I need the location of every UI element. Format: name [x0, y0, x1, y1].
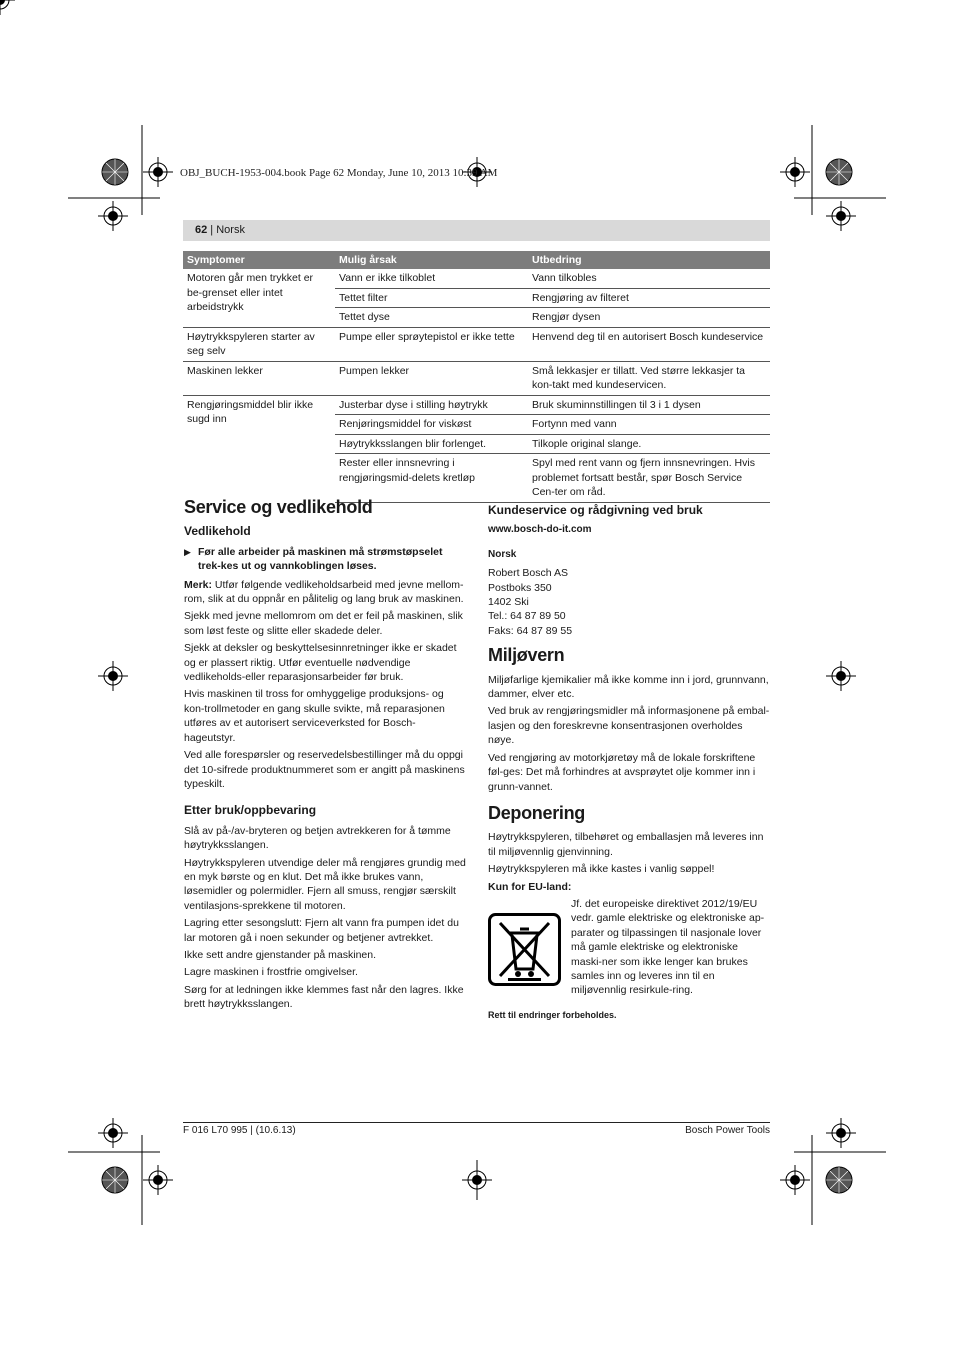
website-link[interactable]: www.bosch-do-it.com: [488, 524, 592, 536]
remedy-cell: Tilkople original slange.: [528, 434, 770, 454]
paragraph: Slå av på-/av-bryteren og betjen avtrekkeren for å tømme høytrykksslangen.: [184, 824, 451, 852]
reservation-note: Rett til endringer forbeholdes.: [488, 1009, 617, 1020]
environment-title: Miljøvern: [488, 645, 565, 666]
country-label: Norsk: [488, 548, 517, 560]
paragraph: Miljøfarlige kjemikalier må ikke komme inn i jord, grunnvann, dammer, elver etc.: [488, 673, 769, 701]
paragraph: Ved rengjøring av motorkjøretøy må de lokale forskriftene føl-ges: Det må forhindres at avsprøytet olje kommer inn i grunn-vannet.: [488, 751, 756, 793]
remedy-cell: Små lekkasjer er tillatt. Ved større lekkasjer ta kon-takt med kundeservicen.: [528, 361, 770, 395]
address-line: Postboks 350: [488, 581, 552, 594]
cause-cell: Høytrykksslangen blir forlenget.: [335, 434, 528, 454]
cause-cell: Justerbar dyse i stilling høytrykk: [335, 395, 528, 415]
disposal-title: Deponering: [488, 802, 586, 823]
storage-heading: Etter bruk/oppbevaring: [184, 803, 317, 818]
symptom-cell: Rengjøringsmiddel blir ikke sugd inn: [183, 395, 335, 502]
arrow-icon: ▶: [184, 546, 191, 557]
remedy-cell: Fortynn med vann: [528, 415, 770, 435]
paragraph: Sørg for at ledningen ikke klemmes fast når den lagres. Ikke brett høytrykksslangen.: [184, 983, 464, 1011]
table-header-row: [183, 251, 770, 269]
remedy-cell: Spyl med rent vann og fjern innsnevringen. Hvis problemet fortsatt består, spør Bosch Service Cen-ter om råd.: [528, 454, 770, 503]
cause-cell: Vann er ikke tilkoblet: [339, 272, 436, 284]
paragraph: Ved bruk av rengjøringsmidler må informasjonene på embal-lasjen og den foreskrevne konsentrasjonen overholdes nøye.: [488, 705, 770, 747]
weee-block: [488, 897, 770, 998]
table-row: [183, 327, 770, 361]
address-line: 1402 Ski: [488, 596, 529, 609]
table-row: [183, 269, 770, 288]
page-separator: |: [207, 224, 217, 236]
column-header-cause: Mulig årsak: [335, 251, 528, 269]
address-block: [488, 566, 770, 638]
table-row: [183, 361, 770, 395]
footer-doc-number: F 016 L70 995 | (10.6.13): [183, 1125, 296, 1136]
left-column: [184, 497, 466, 1015]
page-number: 62: [195, 224, 208, 236]
table-row: [183, 395, 770, 415]
paragraph: Ikke sett andre gjenstander på maskinen.: [184, 948, 377, 961]
service-title: Service og vedlikehold: [184, 497, 373, 517]
cause-cell: Rester eller innsnevring i rengjøringsmid-delets kretløp: [335, 454, 528, 503]
column-header-remedy: Utbedring: [528, 251, 770, 269]
page-language: Norsk: [216, 224, 245, 236]
cause-cell: Tettet filter: [335, 288, 528, 308]
footer-brand: Bosch Power Tools: [685, 1125, 770, 1136]
symptom-cell: Høytrykkspyleren starter av seg selv: [183, 327, 335, 361]
cause-cell: Renjøringsmiddel for viskøst: [335, 415, 528, 435]
cause-cell: Tettet dyse: [335, 308, 528, 328]
paragraph: Høytrykkspyleren utvendige deler må rengjøres grundig med en myk børste og en klut. Det må ikke brukes vann, løsemidler og polermidler. Fjern all smuss, rengjør særskilt ventilasjons-sprekkene til motoren.: [184, 856, 466, 912]
print-header: OBJ_BUCH-1953-004.book Page 62 Monday, June 10, 2013 10:39 AM: [180, 167, 498, 179]
note-text: Utfør følgende vedlikeholdsarbeid med jevne mellom-rom, slik at du oppnår en pålitelig og lang bruk av maskinen.: [184, 578, 464, 606]
maintenance-heading: Vedlikehold: [184, 524, 251, 539]
crossed-bin-icon: [488, 913, 561, 986]
symptom-cell: Motoren går men trykket er be-grenset eller intet arbeidstrykk: [187, 272, 314, 313]
symptom-cell: Maskinen lekker: [183, 361, 335, 395]
cause-cell: Pumpe eller sprøytepistol er ikke tette: [335, 327, 528, 361]
troubleshooting-table: [183, 251, 770, 503]
remedy-cell: Henvend deg til en autorisert Bosch kundeservice: [528, 327, 770, 361]
paragraph: Ved alle forespørsler og reservedelsbestillinger må du oppgi det 10-sifrede produktnummeret som er angitt på maskinens typeskilt.: [184, 749, 465, 790]
paragraph: Sjekk at deksler og beskyttelsesinnretninger ikke er skadet og er plassert riktig. Utfør eventuelle nødvendige vedlikeholds-eller reparasjonsarbeider før bruk.: [184, 642, 457, 684]
note-paragraph: [184, 578, 466, 607]
cause-cell: Pumpen lekker: [335, 361, 528, 395]
remedy-cell: Bruk skuminnstillingen til 3 i 1 dysen: [528, 395, 770, 415]
paragraph: Lagre maskinen i frostfrie omgivelser.: [184, 966, 358, 979]
paragraph: Sjekk med jevne mellomrom om det er feil på maskinen, slik som løst feste og slitte eller skadede deler.: [184, 610, 463, 637]
page-header-bar: [183, 220, 770, 241]
address-line: Faks: 64 87 89 55: [488, 624, 573, 637]
remedy-cell: Rengjøring av filteret: [528, 288, 770, 308]
paragraph: Høytrykkspyleren må ikke kastes i vanlig søppel!: [488, 863, 715, 876]
customer-service-heading: Kundeservice og rådgivning ved bruk: [488, 503, 703, 517]
remedy-cell: Rengjør dysen: [528, 308, 770, 328]
right-column: [488, 503, 770, 1025]
eu-label: Kun for EU-land:: [488, 880, 572, 893]
address-line: Tel.: 64 87 89 50: [488, 610, 566, 623]
column-header-symptoms: Symptomer: [183, 251, 335, 269]
warning-bullet: [184, 545, 466, 574]
paragraph: Høytrykkspyleren, tilbehøret og emballasjen må leveres inn til miljøvennlig gjenvinning.: [488, 831, 764, 858]
note-label: Merk:: [184, 578, 213, 591]
remedy-cell: Vann tilkobles: [532, 272, 597, 284]
address-line: Robert Bosch AS: [488, 567, 568, 580]
eu-text: Jf. det europeiske direktivet 2012/19/EU vedr. gamle elektriske og elektroniske ap-parater og tilpassingen til nasjonale lover må gamle elektriske og elektroniske maski-ner som ikke lenger kan brukes samles inn og leveres inn til en miljøvennlig resirkule-ring.: [571, 897, 765, 997]
footer-rule: [183, 1122, 770, 1123]
paragraph: Hvis maskinen til tross for omhyggelige produksjons- og kon-trollmetoder en gang skulle svikte, må reparasjonen utføres av et autorisert serviceverksted for Bosch-hageutstyr.: [184, 688, 445, 744]
paragraph: Lagring etter sesongslutt: Fjern alt vann fra pumpen idet du lar motoren gå i noen sekunder og betjener avtrekket.: [184, 917, 459, 944]
warning-text: Før alle arbeider på maskinen må strømstøpselet trek-kes ut og vannkoblingen løses.: [198, 545, 443, 573]
